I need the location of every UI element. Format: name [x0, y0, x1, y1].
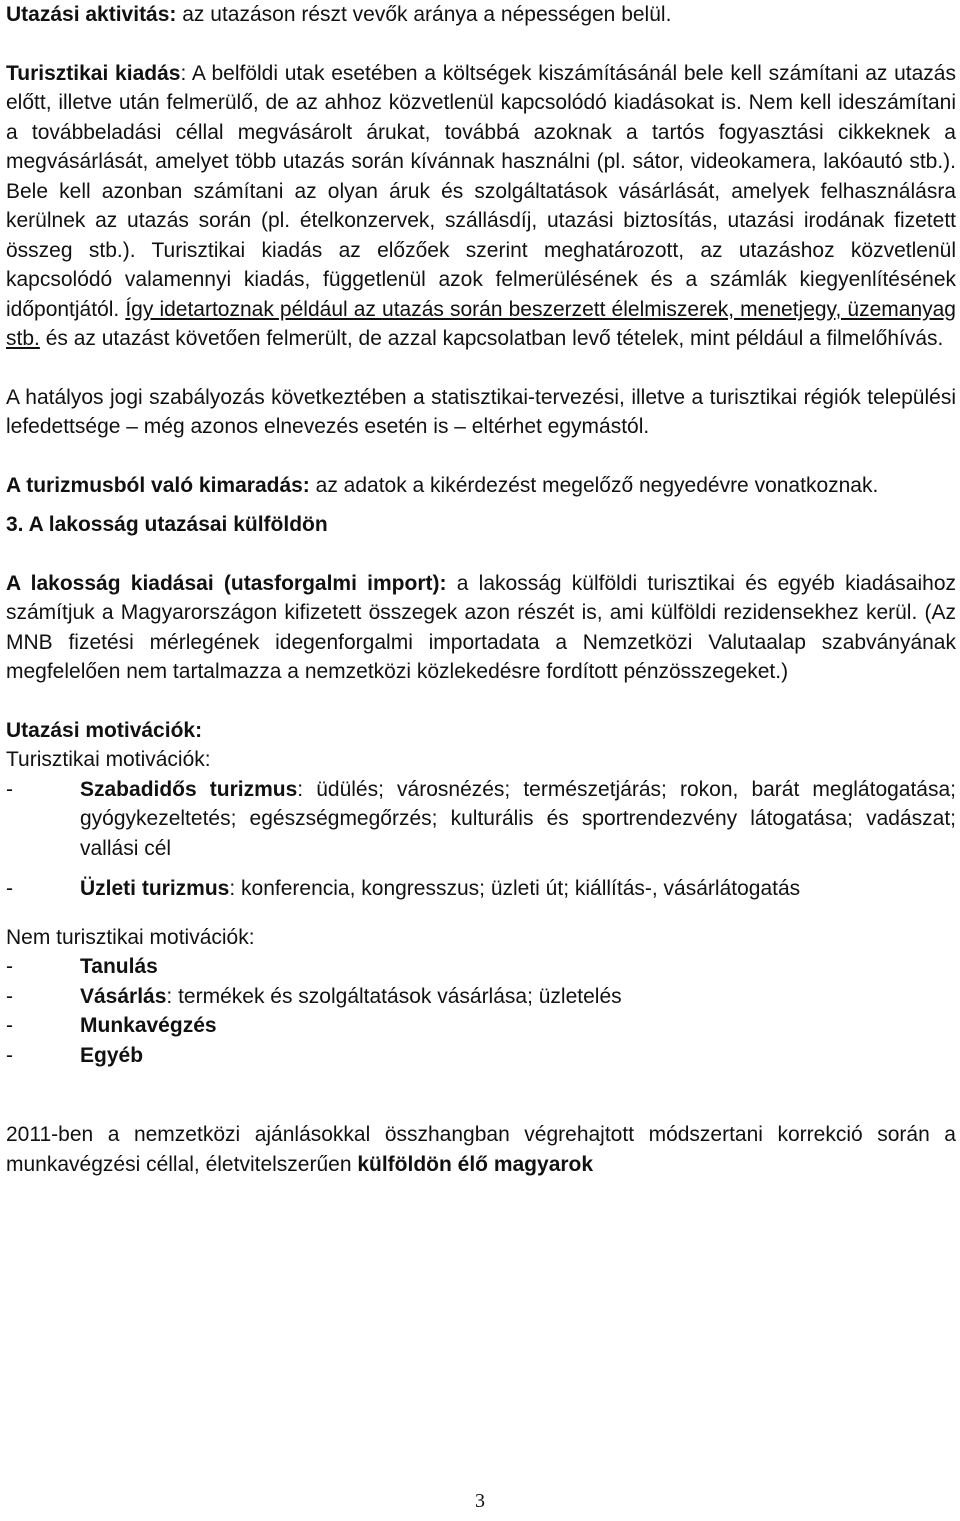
- tourist-expenditure-text-1: : A belföldi utak esetében a költségek kiszámításánál bele kell számítani az utazás előtt, illetve után felmerülő, de az ahhoz közvetlenül kapcsolódó kiadásokat is. Nem kell ideszámítani a továbbeladási céllal megvásárolt árukat, továbbá azoknak a tartós fogyasztási cikkeknek a megvásárlását, amelyet több utazás során kívánnak használni (pl. sátor, videokamera, lakóautó stb.). Bele kell azonban számítani az olyan áruk és szolgáltatások vásárlását, amelyek felhasználásra kerülnek az utazás során (pl. ételkonzervek, szállásdíj, utazási biztosítás, utazási irodának fizetett összeg stb.). Turisztikai kiadás az előzőek szerint meghatározott, az utazáshoz közvetlenül kapcsolódó valamennyi kiadás, függetlenül azok felmerülésének és a számlák kiegyenlítésének időpontjától.: [6, 61, 956, 321]
- list-dash: -: [6, 877, 13, 900]
- tourist-motivations-subheading: Turisztikai motivációk:: [6, 748, 211, 771]
- list-dash: -: [6, 955, 13, 978]
- tourist-expenditure-underlined: Így idetartoznak például az utazás során beszerzett élelmiszerek, menetjegy, üzemanyag stb.: [6, 297, 956, 350]
- travel-motivations-heading: Utazási motivációk:: [6, 718, 203, 742]
- list-dash: -: [6, 1014, 13, 1037]
- list-item-text: : üdülés; városnézés; természetjárás; rokon, barát meglátogatása; gyógykezeltetés; egészségmegőrzés; kulturális és sportrendezvény látogatása; vadászat; vallási cél: [80, 777, 957, 860]
- list-item-label: Üzleti turizmus: [80, 877, 230, 900]
- methodology-text: 2011-ben a nemzetközi ajánlásokkal összhangban végrehajtott módszertani korrekció során a munkavégzési céllal, életvitelszerűen: [6, 1123, 956, 1176]
- list-item-text: : termékek és szolgáltatások vásárlása; üzletelés: [166, 984, 622, 1008]
- travel-activity-definition: az utazáson részt vevők aránya a népességen belül.: [176, 3, 672, 26]
- list-item: [6, 952, 956, 982]
- population-expenditure-term: A lakosság kiadásai (utasforgalmi import):: [6, 571, 447, 595]
- list-item-label: Szabadidős turizmus: [80, 777, 298, 801]
- tourism-absence-paragraph: [6, 471, 956, 501]
- list-item-text: : konferencia, kongresszus; üzleti út; kiállítás-, vásárlátogatás: [229, 877, 801, 900]
- travel-activity-paragraph: [6, 0, 956, 30]
- list-dash: -: [6, 1043, 13, 1067]
- page-number: 3: [475, 1490, 485, 1512]
- list-item-label: Munkavégzés: [80, 1014, 217, 1037]
- list-item: [6, 1011, 956, 1041]
- nontourist-motivations-subheading: Nem turisztikai motivációk:: [6, 925, 255, 949]
- population-expenditure-paragraph: [6, 569, 956, 687]
- list-item-label: Vásárlás: [80, 984, 167, 1008]
- section-3-heading: 3. A lakosság utazásai külföldön: [6, 513, 328, 536]
- list-item: [6, 982, 956, 1012]
- list-dash: -: [6, 777, 13, 801]
- regional-coverage-paragraph: A hatályos jogi szabályozás következtében a statisztikai-tervezési, illetve a turisztikai régiók települési lefedettsége – még azonos elnevezés esetén is – eltérhet egymástól.: [6, 385, 956, 438]
- tourism-absence-term: A turizmusból való kimaradás:: [6, 473, 310, 497]
- tourist-expenditure-term: Turisztikai kiadás: [6, 61, 181, 85]
- methodology-paragraph: [6, 1120, 956, 1179]
- travel-activity-term: Utazási aktivitás:: [6, 3, 177, 26]
- tourist-expenditure-paragraph: [6, 59, 956, 354]
- document-page: [6, 0, 956, 1179]
- tourist-expenditure-text-2: és az utazást követően felmerült, de azzal kapcsolatban levő tételek, mint például a filmelőhívás.: [39, 327, 944, 350]
- nontourist-motivations-list: [6, 952, 956, 1070]
- list-dash: -: [6, 984, 13, 1008]
- list-item: [6, 775, 956, 864]
- list-item-label: Tanulás: [80, 955, 158, 978]
- methodology-bold-text: külföldön élő magyarok: [357, 1152, 594, 1176]
- tourist-motivations-list: [6, 775, 956, 904]
- population-expenditure-definition: a lakosság külföldi turisztikai és egyéb kiadásaihoz számítjuk a Magyarországon kifizetett összegek azon részét is, ami külföldi rezidensekhez kerül. (Az MNB fizetési mérlegének idegenforgalmi importadata a Nemzetközi Valutaalap szabványának megfelelően nem tartalmazza a nemzetközi közlekedésre fordított pénzösszegeket.): [6, 571, 956, 683]
- tourism-absence-definition: az adatok a kikérdezést megelőző negyedévre vonatkoznak.: [309, 473, 879, 497]
- list-item-label: Egyéb: [80, 1043, 144, 1067]
- list-item: [6, 1041, 956, 1071]
- list-item: [6, 874, 956, 904]
